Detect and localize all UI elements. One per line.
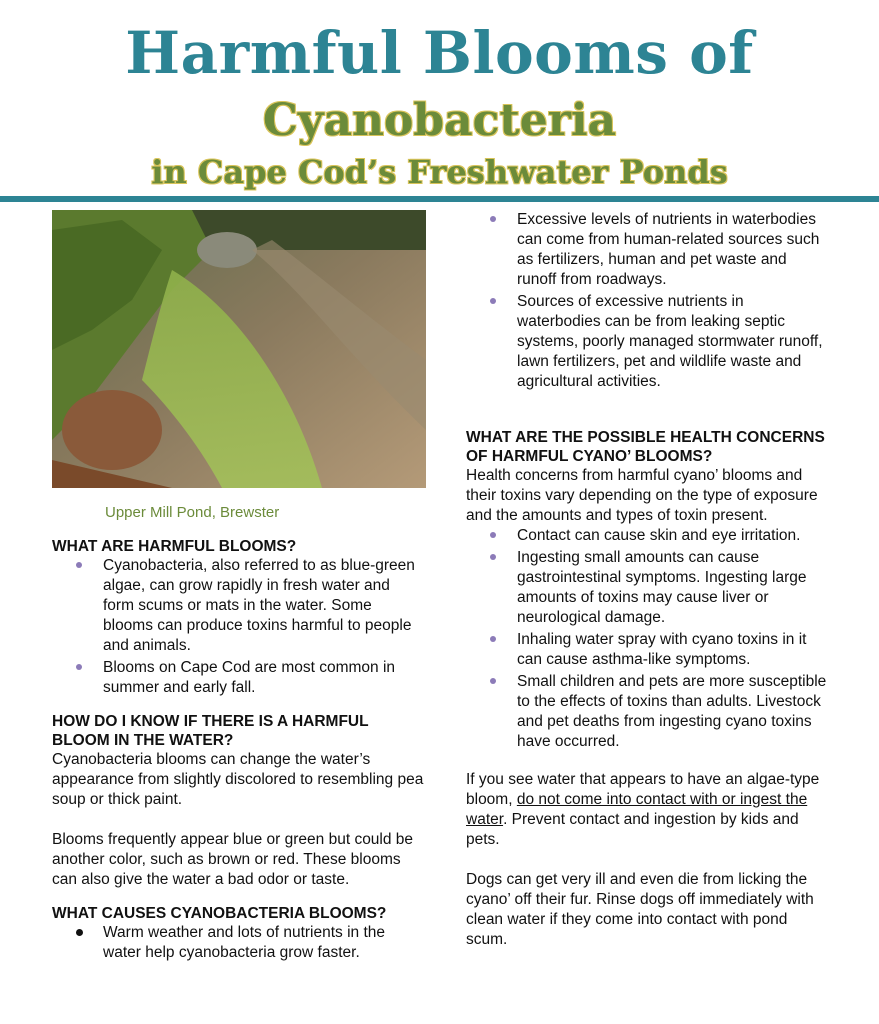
photo-caption: Upper Mill Pond, Brewster <box>105 504 280 521</box>
paragraph: Health concerns from harmful cyano’ blooms and their toxins vary depending on the type of exposure and the amounts and types of toxin present. <box>466 467 818 524</box>
warning-paragraph: If you see water that appears to have an algae-type bloom, do not come into contact with or ingest the water. Prevent contact and ingestion by kids and pets. <box>466 771 820 848</box>
bullet-icon <box>490 298 496 304</box>
left-column <box>52 537 424 965</box>
list-item: Blooms on Cape Cod are most common in summer and early fall. <box>52 658 424 698</box>
paragraph: Blooms frequently appear blue or green but could be another color, such as brown or red. These blooms can also give the water a bad odor or taste. <box>52 831 414 888</box>
paragraph: Cyanobacteria blooms can change the water’s appearance from slightly discolored to resembling pea soup or thick paint. <box>52 751 424 808</box>
bullet-icon <box>76 929 83 936</box>
bullet-icon <box>490 554 496 560</box>
header-divider <box>0 196 879 202</box>
bullet-icon <box>490 532 496 538</box>
section-heading-causes: WHAT CAUSES CYANOBACTERIA BLOOMS? <box>52 905 387 922</box>
health-concerns-list <box>466 526 830 752</box>
section-heading-harmful-blooms: WHAT ARE HARMFUL BLOOMS? <box>52 538 297 555</box>
bullet-icon <box>490 636 496 642</box>
bullet-icon <box>490 216 496 222</box>
list-item: Contact can cause skin and eye irritation. <box>466 526 830 546</box>
bullet-icon <box>76 664 82 670</box>
list-item: Inhaling water spray with cyano toxins in it can cause asthma-like symptoms. <box>466 630 830 670</box>
bullet-icon <box>490 678 496 684</box>
bullet-icon <box>76 562 82 568</box>
right-column <box>466 210 830 950</box>
causes-list <box>52 923 424 963</box>
list-item: Sources of excessive nutrients in waterbodies can be from leaking septic systems, poorly managed stormwater runoff, lawn fertilizers, pet and wildlife waste and agricultural activities. <box>466 292 830 392</box>
harmful-blooms-list <box>52 556 424 698</box>
list-item: Ingesting small amounts can cause gastrointestinal symptoms. Ingesting large amounts of toxins may cause liver or neurological damage. <box>466 548 830 628</box>
pond-photo <box>52 210 426 488</box>
title-line-1: Harmful Blooms of <box>125 19 754 87</box>
title-line-2: Cyanobacteria <box>262 95 617 146</box>
warning-emphasis: do not come into contact with or ingest the water <box>466 791 808 828</box>
list-item: Small children and pets are more susceptible to the effects of toxins than adults. Livestock and pet deaths from ingesting cyano toxins have occurred. <box>466 672 830 752</box>
page-header <box>0 0 879 205</box>
list-item: Excessive levels of nutrients in waterbodies can come from human-related sources such as fertilizers, human and pet waste and runoff from roadways. <box>466 210 830 290</box>
dogs-paragraph: Dogs can get very ill and even die from licking the cyano’ off their fur. Rinse dogs off immediately with clean water if they come into contact with pond scum. <box>466 871 814 948</box>
section-heading-how-do-i-know: HOW DO I KNOW IF THERE IS A HARMFUL BLOOM IN THE WATER? <box>52 713 369 749</box>
list-item: Warm weather and lots of nutrients in the water help cyanobacteria grow faster. <box>52 923 424 963</box>
nutrient-sources-list <box>466 210 830 392</box>
list-item: Cyanobacteria, also referred to as blue-green algae, can grow rapidly in fresh water and form scums or mats in the water. Some blooms can produce toxins harmful to people and animals. <box>52 556 424 656</box>
title-line-3: in Cape Cod’s Freshwater Ponds <box>151 153 728 191</box>
section-heading-health-concerns: WHAT ARE THE POSSIBLE HEALTH CONCERNS OF HARMFUL CYANO’ BLOOMS? <box>466 429 825 465</box>
